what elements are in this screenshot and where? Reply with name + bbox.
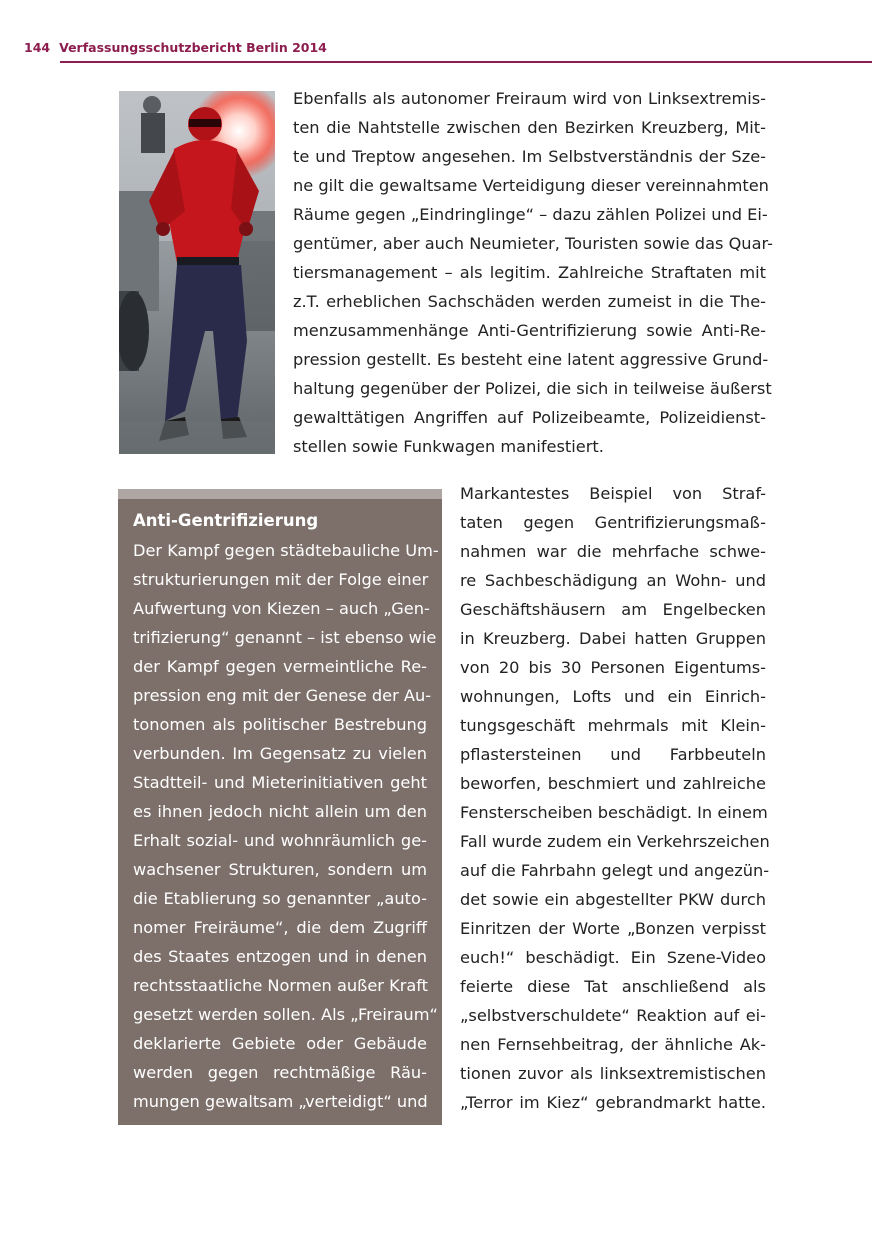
infobox-line: rechtsstaatliche Normen außer Kraft [133, 976, 429, 995]
intro-paragraph [293, 84, 773, 461]
main-line: beworfen, beschmiert und zahlreiche [460, 774, 766, 793]
intro-line: Räume gegen „Eindringlinge“ – dazu zählen Polizei und Ei- [293, 205, 768, 224]
infobox-line: die Etablierung so genannter „auto- [133, 889, 427, 908]
main-line: Fall wurde zudem ein Verkehrszeichen [460, 832, 770, 851]
main-line: pflastersteinen und Farbbeuteln [460, 745, 766, 764]
infobox-line: pression eng mit der Genese der Au- [133, 686, 432, 705]
infobox-top-bar [118, 489, 442, 499]
main-line: Fensterscheiben beschädigt. In einem [460, 803, 768, 822]
header-rule [60, 61, 872, 63]
main-line: nen Fernsehbeitrag, der ähnliche Ak- [460, 1035, 766, 1054]
infobox-line: Erhalt sozial- und wohnräumlich ge- [133, 831, 427, 850]
intro-line: haltung gegenüber der Polizei, die sich in teilweise äußerst [293, 379, 772, 398]
infobox-line: mungen gewaltsam „verteidigt“ und [133, 1092, 428, 1111]
infobox-line: verbunden. Im Gegensatz zu vielen [133, 744, 427, 763]
infobox-line: Der Kampf gegen städtebauliche Um- [133, 541, 439, 560]
main-line: „selbstverschuldete“ Reaktion auf ei- [460, 1006, 766, 1025]
main-line: wohnungen, Lofts und ein Einrich- [460, 687, 766, 706]
page-header [24, 38, 872, 64]
main-line: auf die Fahrbahn gelegt und angezün- [460, 861, 770, 880]
anti-gentrification-infobox [118, 489, 442, 1125]
main-line: in Kreuzberg. Dabei hatten Gruppen [460, 629, 766, 648]
intro-line: menzusammenhänge Anti-Gentrifizierung sowie Anti-Re- [293, 321, 766, 340]
main-line: re Sachbeschädigung an Wohn- und [460, 571, 766, 590]
infobox-title: Anti-Gentrifizierung [133, 511, 319, 530]
intro-line: z.T. erheblichen Sachschäden werden zumeist in die The- [293, 292, 766, 311]
main-line: nahmen war die mehrfache schwe- [460, 542, 766, 561]
header-text [24, 40, 327, 55]
intro-line: te und Treptow angesehen. Im Selbstverständnis der Sze- [293, 147, 766, 166]
main-line: Markantestes Beispiel von Straf- [460, 484, 766, 503]
photo-illustration [119, 91, 275, 454]
infobox-line: werden gegen rechtmäßige Räu- [133, 1063, 427, 1082]
page-number: 144 [24, 40, 51, 55]
main-line: feierte diese Tat anschließend als [460, 977, 766, 996]
infobox-line: gesetzt werden sollen. Als „Freiraum“ [133, 1005, 438, 1024]
running-title: Verfassungsschutzbericht Berlin 2014 [59, 40, 327, 55]
main-line: taten gegen Gentrifizierungsmaß- [460, 513, 766, 532]
infobox-line: Aufwertung von Kiezen – auch „Gen- [133, 599, 430, 618]
masked-rioter-photo [119, 91, 275, 454]
main-paragraph [460, 479, 770, 1117]
intro-line: ten die Nahtstelle zwischen den Bezirken Kreuzberg, Mit- [293, 118, 766, 137]
infobox-line: tonomen als politischer Bestrebung [133, 715, 427, 734]
main-line: Geschäftshäusern am Engelbecken [460, 600, 766, 619]
main-line: von 20 bis 30 Personen Eigentums- [460, 658, 766, 677]
intro-line: ne gilt die gewaltsame Verteidigung dieser vereinnahmten [293, 176, 769, 195]
infobox-line: der Kampf gegen vermeintliche Re- [133, 657, 427, 676]
intro-line: stellen sowie Funkwagen manifestiert. [293, 437, 604, 456]
main-line: det sowie ein abgestellter PKW durch [460, 890, 766, 909]
main-line: Einritzen der Worte „Bonzen verpisst [460, 919, 766, 938]
intro-line: gewalttätigen Angriffen auf Polizeibeamte, Polizeidienst- [293, 408, 766, 427]
intro-line: Ebenfalls als autonomer Freiraum wird von Linksextremis- [293, 89, 766, 108]
main-line: tionen zuvor als linksextremistischen [460, 1064, 766, 1083]
infobox-body [133, 536, 439, 1116]
infobox-line: wachsener Strukturen, sondern um [133, 860, 427, 879]
infobox-line: trifizierung“ genannt – ist ebenso wie [133, 628, 437, 647]
main-line: tungsgeschäft mehrmals mit Klein- [460, 716, 766, 735]
intro-line: gentümer, aber auch Neumieter, Touristen sowie das Quar- [293, 234, 773, 253]
infobox-line: es ihnen jedoch nicht allein um den [133, 802, 427, 821]
intro-line: tiersmanagement – als legitim. Zahlreiche Straftaten mit [293, 263, 766, 282]
main-line: „Terror im Kiez“ gebrandmarkt hatte. [460, 1093, 766, 1112]
main-line: euch!“ beschädigt. Ein Szene-Video [460, 948, 766, 967]
infobox-line: strukturierungen mit der Folge einer [133, 570, 429, 589]
infobox-line: des Staates entzogen und in denen [133, 947, 427, 966]
infobox-line: Stadtteil- und Mieterinitiativen geht [133, 773, 427, 792]
infobox-line: nomer Freiräume“, die dem Zugriff [133, 918, 427, 937]
intro-line: pression gestellt. Es besteht eine latent aggressive Grund- [293, 350, 769, 369]
infobox-line: deklarierte Gebiete oder Gebäude [133, 1034, 427, 1053]
